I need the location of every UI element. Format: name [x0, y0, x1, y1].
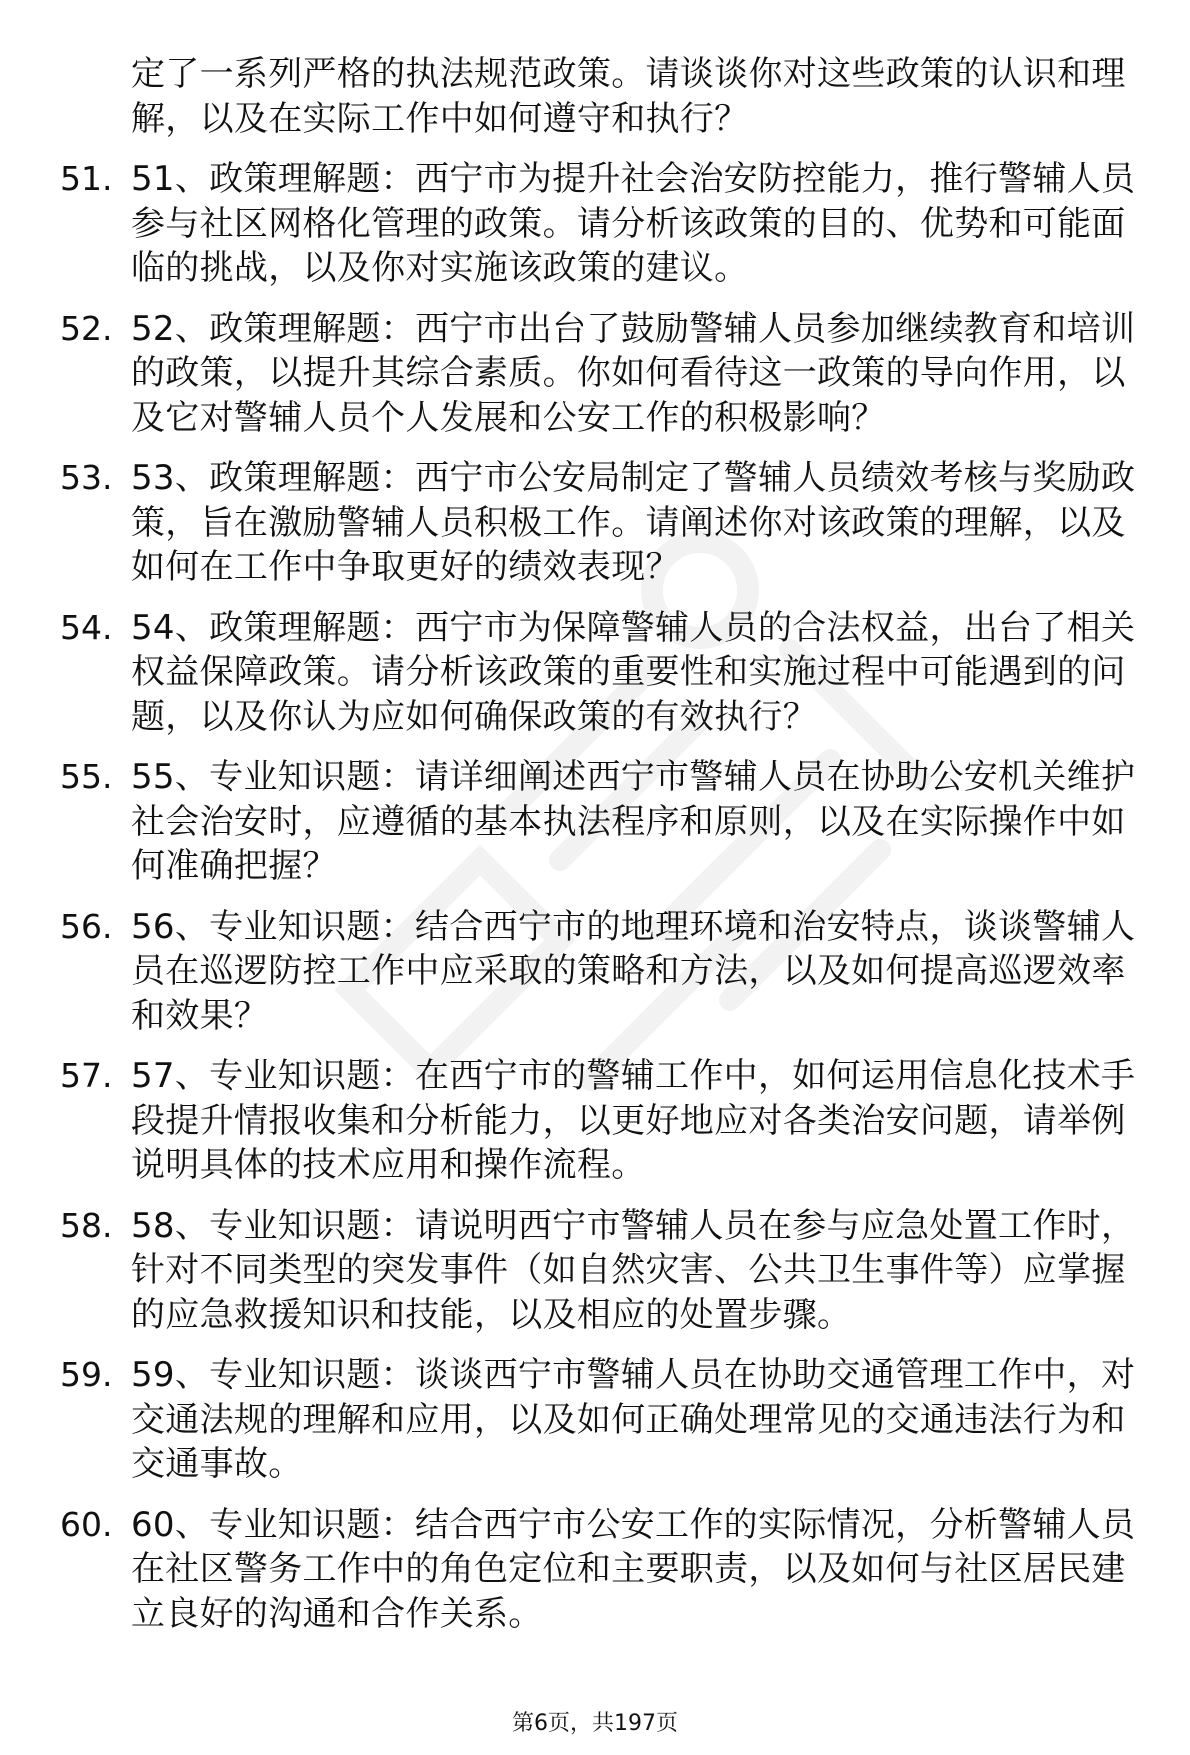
- list-item: [60, 1353, 1160, 1487]
- list-item-text: 55、专业知识题：请详细阐述西宁市警辅人员在协助公安机关维护社会治安时，应遵循的基本执法程序和原则，以及在实际操作中如何准确把握？: [131, 757, 1136, 886]
- list-item: [60, 456, 1160, 590]
- list-item-text: 56、专业知识题：结合西宁市的地理环境和治安特点，谈谈警辅人员在巡逻防控工作中应采取的策略和方法，以及如何提高巡逻效率和效果？: [131, 906, 1136, 1036]
- list-item-number: 56.: [60, 906, 113, 946]
- list-item-number: 60.: [60, 1504, 113, 1544]
- list-item: [60, 755, 1160, 889]
- list-item-number: 59.: [60, 1355, 113, 1394]
- list-item-text: 54、政策理解题：西宁市为保障警辅人员的合法权益，出台了相关权益保障政策。请分析该政策的重要性和实施过程中可能遇到的问题，以及你认为应如何确保政策的有效执行？: [131, 607, 1136, 737]
- page-footer: 第6页，共197页: [512, 1711, 678, 1736]
- list-item-text: 60、专业知识题：结合西宁市公安工作的实际情况，分析警辅人员在社区警务工作中的角色定位和主要职责，以及如何与社区居民建立良好的沟通和合作关系。: [131, 1504, 1136, 1634]
- list-item: [60, 1503, 1160, 1637]
- list-item-text: 57、专业知识题：在西宁市的警辅工作中，如何运用信息化技术手段提升情报收集和分析能力，以更好地应对各类治安问题，请举例说明具体的技术应用和操作流程。: [131, 1056, 1136, 1185]
- list-item-text: 59、专业知识题：谈谈西宁市警辅人员在协助交通管理工作中，对交通法规的理解和应用，以及如何正确处理常见的交通违法行为和交通事故。: [131, 1355, 1136, 1484]
- list-item: [60, 1204, 1160, 1338]
- list-item-number: 58.: [60, 1205, 113, 1245]
- list-item: [60, 1054, 1160, 1188]
- document-body: [60, 52, 1160, 1636]
- list-item-text: 58、专业知识题：请说明西宁市警辅人员在参与应急处置工作时，针对不同类型的突发事件（如自然灾害、公共卫生事件等）应掌握的应急救援知识和技能，以及相应的处置步骤。: [131, 1205, 1136, 1335]
- list-item-number: 52.: [60, 308, 113, 348]
- list-item-text: 53、政策理解题：西宁市公安局制定了警辅人员绩效考核与奖励政策，旨在激励警辅人员积极工作。请阐述你对该政策的理解，以及如何在工作中争取更好的绩效表现？: [131, 458, 1136, 587]
- list-item: [60, 905, 1160, 1039]
- list-item: [60, 157, 1160, 291]
- list-item-number: 51.: [60, 159, 113, 198]
- list-item-number: 54.: [60, 607, 113, 647]
- list-item: [60, 307, 1160, 441]
- list-item-number: 53.: [60, 458, 113, 497]
- list-item-text: 52、政策理解题：西宁市出台了鼓励警辅人员参加继续教育和培训的政策，以提升其综合素质。你如何看待这一政策的导向作用，以及它对警辅人员个人发展和公安工作的积极影响？: [131, 308, 1136, 438]
- list-item: [60, 606, 1160, 740]
- continued-question-text: 定了一系列严格的执法规范政策。请谈谈你对这些政策的认识和理解，以及在实际工作中如何遵守和执行？: [131, 54, 1126, 139]
- list-item-number: 57.: [60, 1056, 113, 1095]
- list-item-number: 55.: [60, 757, 113, 796]
- list-item-text: 51、政策理解题：西宁市为提升社会治安防控能力，推行警辅人员参与社区网格化管理的政策。请分析该政策的目的、优势和可能面临的挑战，以及你对实施该政策的建议。: [131, 159, 1136, 288]
